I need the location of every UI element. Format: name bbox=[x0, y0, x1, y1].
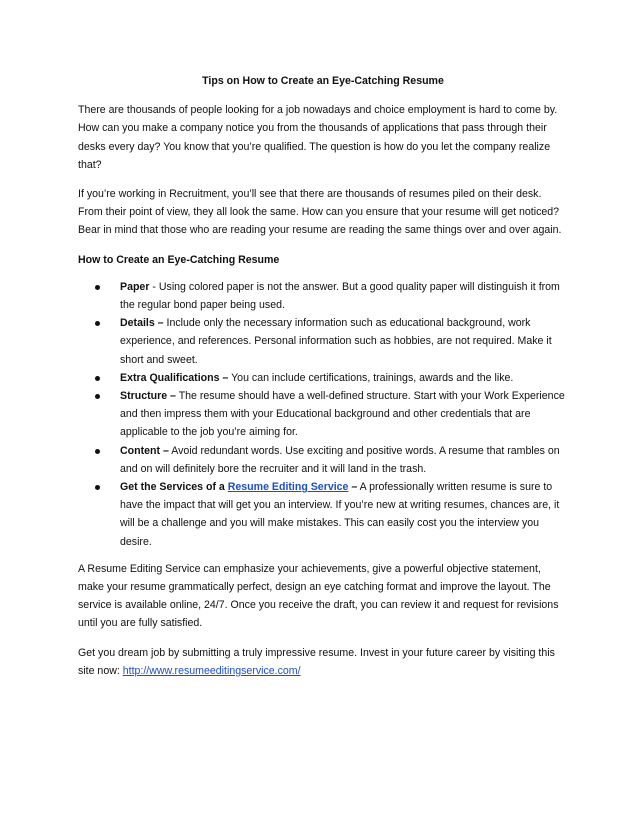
bullet-icon bbox=[95, 376, 100, 381]
list-item bbox=[78, 314, 568, 369]
website-url-link[interactable]: http://www.resumeeditingservice.com/ bbox=[122, 664, 301, 677]
list-item-text: You can include certifications, trainings, awards and the like. bbox=[228, 371, 514, 384]
bullet-icon bbox=[95, 394, 100, 399]
list-item bbox=[78, 278, 568, 314]
list-item-text: The resume should have a well-defined structure. Start with your Work Experience and then impress them with your Educational background and other credentials that are applicable to the job you’re aiming for. bbox=[120, 390, 565, 439]
list-item bbox=[78, 387, 568, 442]
tips-list bbox=[78, 278, 568, 551]
list-item-lead: Paper bbox=[120, 280, 150, 293]
bullet-icon bbox=[95, 449, 100, 454]
list-item bbox=[78, 478, 568, 551]
intro-paragraph-2: If you’re working in Recruitment, you’ll see that there are thousands of resumes piled on their desk. From their point of view, they all look the same. How can you ensure that your resume will get noticed? Bear in mind that those who are reading your resume are reading the same things over and over again. bbox=[78, 188, 562, 237]
bullet-icon bbox=[95, 485, 100, 490]
document-title: Tips on How to Create an Eye-Catching Resume bbox=[202, 75, 444, 87]
list-item-dash: – bbox=[348, 481, 358, 494]
list-item bbox=[78, 369, 568, 387]
list-item-lead: Structure – bbox=[120, 390, 176, 403]
section-heading: How to Create an Eye-Catching Resume bbox=[78, 253, 280, 266]
list-item-lead: Content – bbox=[120, 444, 169, 457]
bullet-icon bbox=[95, 321, 100, 326]
list-item-text: A professionally written resume is sure to have the impact that will get you an interview. If you’re new at writing resumes, chances are, it will be a challenge and you will make mistakes. This can easily cost you the interview you desire. bbox=[120, 481, 560, 548]
list-item-text: Avoid redundant words. Use exciting and positive words. A resume that rambles on and on will definitely bore the recruiter and it will land in the trash. bbox=[120, 444, 560, 475]
list-item-lead: Get the Services of a bbox=[120, 481, 228, 494]
list-item-text: Include only the necessary information such as educational background, work experience, and references. Personal information such as hobbies, are not required. Make it short and sweet. bbox=[120, 317, 552, 366]
resume-editing-service-link[interactable]: Resume Editing Service bbox=[227, 481, 349, 494]
closing-paragraph bbox=[78, 644, 568, 680]
service-paragraph: A Resume Editing Service can emphasize your achievements, give a powerful objective statement, make your resume grammatically perfect, design an eye catching format and improve the layout. The service is available online, 24/7. Once you receive the draft, you can review it and request for revisions until you are fully satisfied. bbox=[78, 562, 559, 630]
bullet-icon bbox=[95, 285, 100, 290]
list-item-lead: Details – bbox=[120, 317, 164, 330]
list-item-text: - Using colored paper is not the answer. But a good quality paper will distinguish it from the regular bond paper being used. bbox=[120, 280, 560, 312]
list-item bbox=[78, 442, 568, 478]
list-item-lead: Extra Qualifications – bbox=[120, 371, 229, 384]
document-page bbox=[78, 72, 568, 691]
intro-paragraph-1: There are thousands of people looking for a job nowadays and choice employment is hard to come by. How can you make a company notice you from the thousands of applications that pass through their desks every day? You know that you’re qualified. The question is how do you let the company realize that? bbox=[78, 104, 558, 171]
closing-text: Get you dream job by submitting a truly impressive resume. Invest in your future career by visiting this site now: bbox=[78, 646, 555, 677]
